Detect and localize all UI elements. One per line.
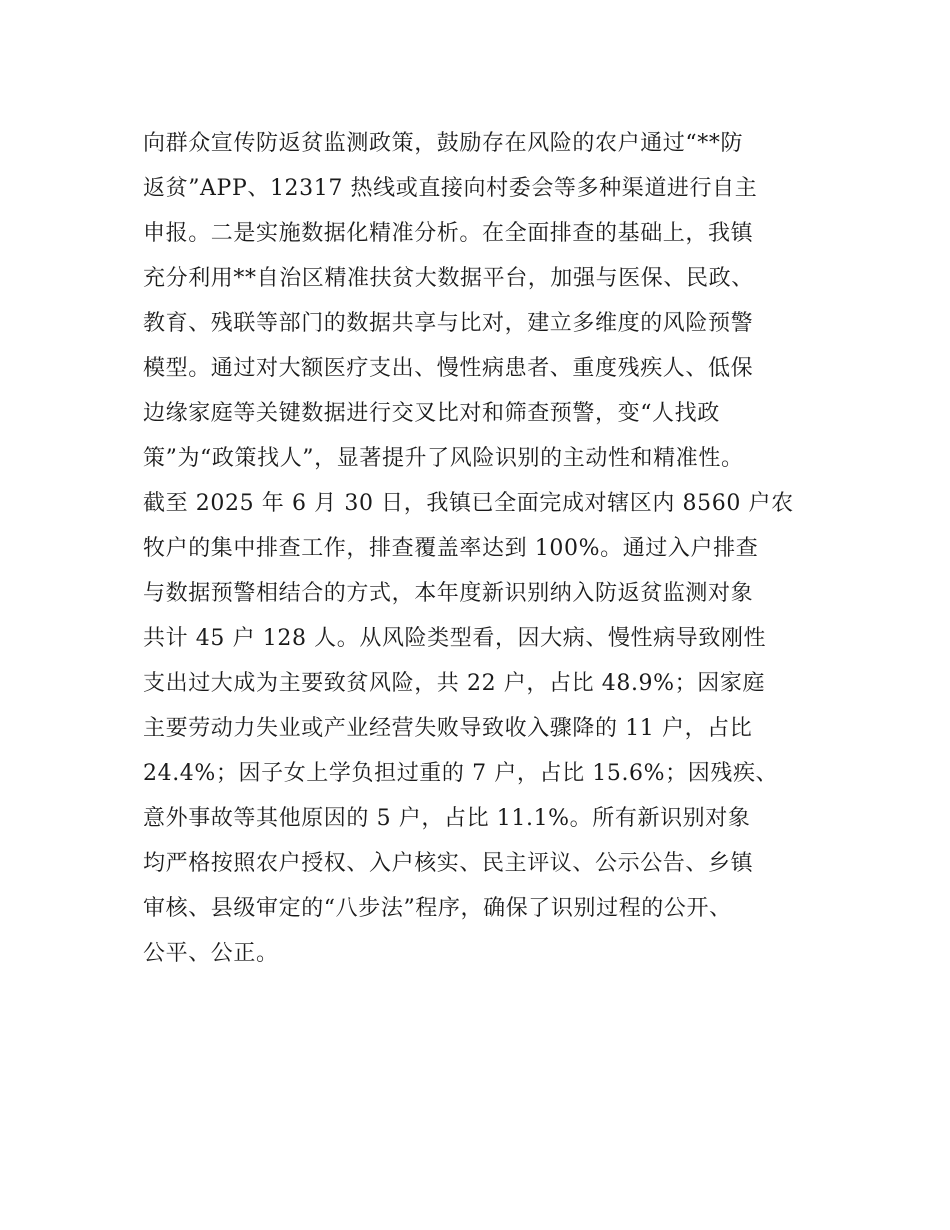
text-line: 牧户的集中排查工作，排查覆盖率达到 100%。通过入户排查 bbox=[143, 536, 759, 561]
text-line: 与数据预警相结合的方式，本年度新识别纳入防返贫监测对象 bbox=[143, 581, 754, 606]
text-line: 均严格按照农户授权、入户核实、民主评议、公示公告、乡镇 bbox=[143, 851, 754, 876]
text-line: 共计 45 户 128 人。从风险类型看，因大病、慢性病导致刚性 bbox=[143, 626, 767, 651]
text-line: 意外事故等其他原因的 5 户，占比 11.1%。所有新识别对象 bbox=[143, 806, 751, 831]
text-line: 审核、县级审定的“八步法”程序，确保了识别过程的公开、 bbox=[143, 896, 732, 921]
text-line: 支出过大成为主要致贫风险，共 22 户，占比 48.9%；因家庭 bbox=[143, 671, 766, 696]
text-line: 边缘家庭等关键数据进行交叉比对和筛查预警，变“人找政 bbox=[143, 401, 720, 426]
text-line: 24.4%；因子女上学负担过重的 7 户，占比 15.6%；因残疾、 bbox=[143, 761, 779, 786]
text-line: 模型。通过对大额医疗支出、慢性病患者、重度残疾人、低保 bbox=[143, 356, 754, 381]
text-line: 截至 2025 年 6 月 30 日，我镇已全面完成对辖区内 8560 户农 bbox=[143, 491, 794, 516]
text-line: 主要劳动力失业或产业经营失败导致收入骤降的 11 户，占比 bbox=[143, 716, 753, 741]
text-line: 公平、公正。 bbox=[143, 941, 279, 966]
text-line: 充分利用**自治区精准扶贫大数据平台，加强与医保、民政、 bbox=[143, 266, 754, 291]
text-line: 申报。二是实施数据化精准分析。在全面排查的基础上，我镇 bbox=[143, 221, 754, 246]
text-line: 返贫”APP、12317 热线或直接向村委会等多种渠道进行自主 bbox=[143, 176, 758, 201]
text-line: 向群众宣传防返贫监测政策，鼓励存在风险的农户通过“**防 bbox=[143, 131, 744, 156]
body-paragraph bbox=[143, 121, 833, 976]
text-line: 教育、残联等部门的数据共享与比对，建立多维度的风险预警 bbox=[143, 311, 754, 336]
text-line: 策”为“政策找人”，显著提升了风险识别的主动性和精准性。 bbox=[143, 446, 744, 471]
